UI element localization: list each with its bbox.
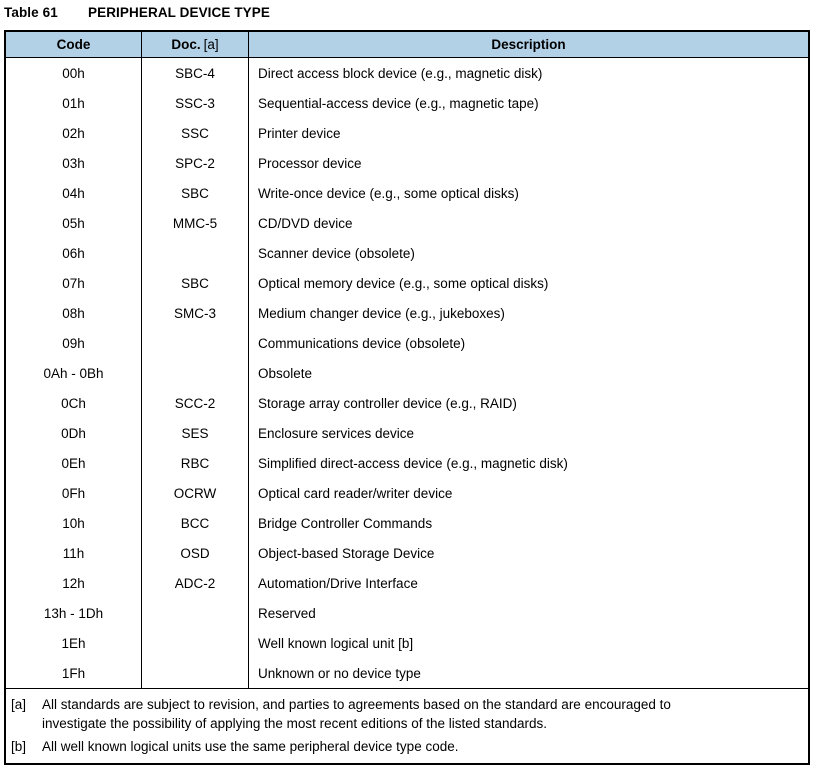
doc-cell: SES — [142, 418, 249, 448]
doc-cell: SCC-2 — [142, 388, 249, 418]
header-description: Description — [491, 37, 566, 52]
header-doc-label: Doc. — [171, 37, 201, 52]
doc-cell: OSD — [142, 538, 249, 568]
footnote-text: All standards are subject to revision, and parties to agreements based on the standard are encouraged to investigate the possibility of applying the most recent editions of the listed standards. — [42, 697, 671, 731]
doc-cell — [142, 238, 249, 268]
description-cell: Medium changer device (e.g., jukeboxes) — [258, 305, 505, 321]
doc-cell: SBC — [142, 268, 249, 298]
code-cell: 05h — [6, 208, 142, 238]
code-cell: 09h — [6, 328, 142, 358]
table-row — [6, 568, 808, 598]
code-cell: 00h — [6, 58, 142, 88]
footnote-marker: [b] — [11, 739, 27, 754]
description-cell: Storage array controller device (e.g., RAID) — [258, 395, 517, 411]
doc-cell: BCC — [142, 508, 249, 538]
code-cell: 0Fh — [6, 478, 142, 508]
table-row — [6, 208, 808, 238]
doc-cell: RBC — [142, 448, 249, 478]
description-cell: Optical memory device (e.g., some optical disks) — [258, 275, 549, 291]
doc-cell: SMC-3 — [142, 298, 249, 328]
table-row — [6, 478, 808, 508]
code-cell: 11h — [6, 538, 142, 568]
doc-cell: SBC — [142, 178, 249, 208]
description-cell: Simplified direct-access device (e.g., magnetic disk) — [258, 455, 568, 471]
table-row — [6, 58, 808, 88]
table-row — [6, 448, 808, 478]
description-cell: Well known logical unit [b] — [258, 635, 414, 651]
description-cell: Obsolete — [258, 365, 313, 381]
table-row — [6, 628, 808, 658]
doc-cell — [142, 628, 249, 658]
code-cell: 01h — [6, 88, 142, 118]
footnote — [6, 735, 808, 758]
table-number: Table 61 — [4, 5, 58, 20]
table-row — [6, 658, 808, 688]
code-cell: 04h — [6, 178, 142, 208]
table-row — [6, 538, 808, 568]
table-row — [6, 238, 808, 268]
table-body — [6, 58, 808, 688]
doc-cell: MMC-5 — [142, 208, 249, 238]
description-cell: CD/DVD device — [258, 215, 353, 231]
description-cell: Printer device — [258, 125, 341, 141]
description-cell: Processor device — [258, 155, 362, 171]
doc-cell: SSC — [142, 118, 249, 148]
footnote — [6, 693, 808, 735]
code-cell: 06h — [6, 238, 142, 268]
code-cell: 0Ch — [6, 388, 142, 418]
description-cell: Communications device (obsolete) — [258, 335, 466, 351]
peripheral-device-type-table — [4, 30, 810, 765]
table-row — [6, 298, 808, 328]
description-cell: Optical card reader/writer device — [258, 485, 453, 501]
doc-cell: OCRW — [142, 478, 249, 508]
code-cell: 1Fh — [6, 658, 142, 688]
footnotes-section — [6, 688, 808, 763]
code-cell: 02h — [6, 118, 142, 148]
table-header-row — [6, 32, 808, 58]
code-cell: 0Ah - 0Bh — [6, 358, 142, 388]
table-row — [6, 328, 808, 358]
description-cell: Reserved — [258, 605, 316, 621]
table-row — [6, 358, 808, 388]
doc-cell: SBC-4 — [142, 58, 249, 88]
code-cell: 1Eh — [6, 628, 142, 658]
code-cell: 08h — [6, 298, 142, 328]
table-row — [6, 598, 808, 628]
description-cell: Write-once device (e.g., some optical disks) — [258, 185, 519, 201]
description-cell: Sequential-access device (e.g., magnetic tape) — [258, 95, 539, 111]
doc-cell: ADC-2 — [142, 568, 249, 598]
table-row — [6, 418, 808, 448]
header-doc-footnote-ref: [a] — [203, 37, 219, 52]
table-row — [6, 508, 808, 538]
doc-cell — [142, 358, 249, 388]
table-row — [6, 178, 808, 208]
table-title — [4, 5, 270, 20]
doc-cell: SPC-2 — [142, 148, 249, 178]
footnote-marker: [a] — [11, 697, 27, 712]
table-row — [6, 148, 808, 178]
code-cell: 0Dh — [6, 418, 142, 448]
code-cell: 03h — [6, 148, 142, 178]
table-row — [6, 88, 808, 118]
description-cell: Enclosure services device — [258, 425, 415, 441]
doc-cell: SSC-3 — [142, 88, 249, 118]
code-cell: 07h — [6, 268, 142, 298]
code-cell: 10h — [6, 508, 142, 538]
description-cell: Unknown or no device type — [258, 665, 421, 681]
table-row — [6, 268, 808, 298]
code-cell: 0Eh — [6, 448, 142, 478]
description-cell: Automation/Drive Interface — [258, 575, 418, 591]
header-code: Code — [6, 32, 142, 57]
table-row — [6, 388, 808, 418]
code-cell: 13h - 1Dh — [6, 598, 142, 628]
description-cell: Object-based Storage Device — [258, 545, 435, 561]
footnote-text: All well known logical units use the same peripheral device type code. — [42, 739, 459, 754]
table-caption: PERIPHERAL DEVICE TYPE — [88, 5, 270, 20]
description-cell: Bridge Controller Commands — [258, 515, 433, 531]
doc-cell — [142, 658, 249, 688]
description-cell: Scanner device (obsolete) — [258, 245, 415, 261]
doc-cell — [142, 328, 249, 358]
code-cell: 12h — [6, 568, 142, 598]
doc-cell — [142, 598, 249, 628]
header-doc — [142, 32, 249, 57]
table-row — [6, 118, 808, 148]
description-cell: Direct access block device (e.g., magnetic disk) — [258, 65, 543, 81]
